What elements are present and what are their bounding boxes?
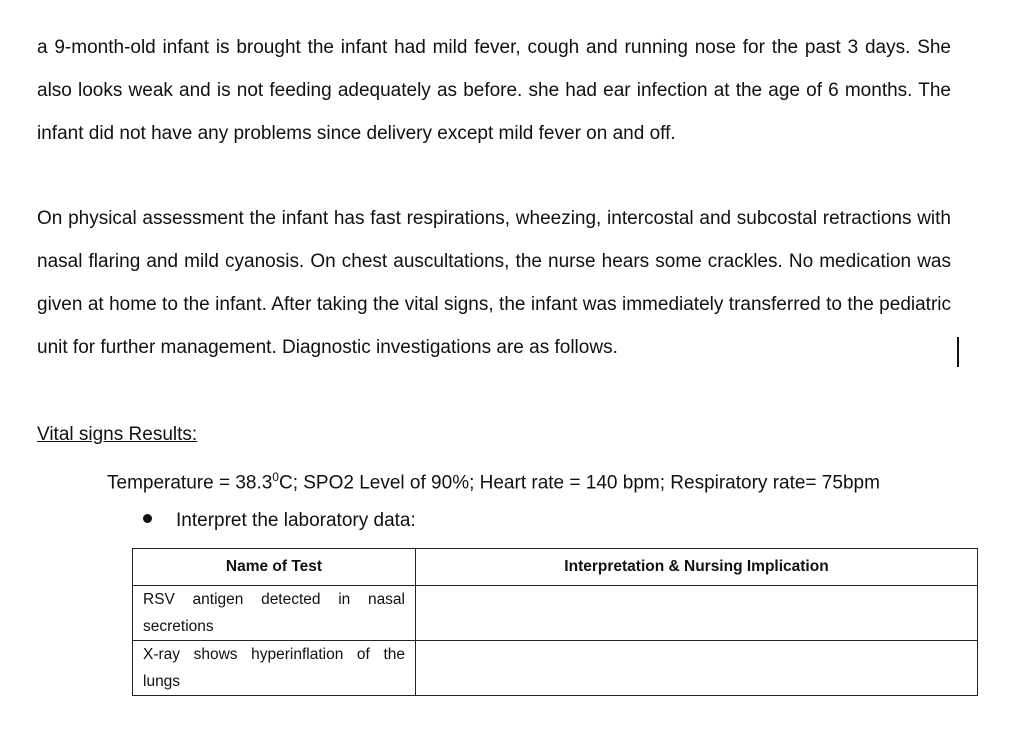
text-cursor xyxy=(957,337,959,367)
lab-data-table xyxy=(132,548,978,696)
test-name-cell: X-ray shows hyperinflation of the lungs xyxy=(133,641,416,696)
case-paragraph-assessment: On physical assessment the infant has fast respirations, wheezing, intercostal and subcostal retractions with nasal flaring and mild cyanosis. On chest auscultations, the nurse hears some crackles. No medication was given at home to the infant. After taking the vital signs, the infant was immediately transferred to the pediatric unit for further management. Diagnostic investigations are as follows. xyxy=(37,208,951,358)
table-row xyxy=(133,641,978,696)
case-paragraph-history: a 9-month-old infant is brought the infant had mild fever, cough and running nose for the past 3 days. She also looks weak and is not feeding adequately as before. she had ear infection at the age of 6 months. The infant did not have any problems since delivery except mild fever on and off. xyxy=(37,37,951,144)
interpretation-cell[interactable] xyxy=(416,641,978,696)
vital-signs-values xyxy=(107,462,880,498)
header-name-of-test: Name of Test xyxy=(133,549,416,586)
temperature-text: Temperature = 38.3 xyxy=(107,472,273,494)
test-name-cell: RSV antigen detected in nasal secretions xyxy=(133,586,416,641)
bullet-text: Interpret the laboratory data: xyxy=(176,510,416,531)
vital-signs-heading: Vital signs Results: xyxy=(37,424,198,445)
interpretation-cell[interactable] xyxy=(416,586,978,641)
temperature-degree: 0 xyxy=(272,470,279,484)
table-header-row xyxy=(133,549,978,586)
bullet-icon xyxy=(143,514,152,523)
table-row xyxy=(133,586,978,641)
bullet-item xyxy=(143,506,416,536)
vitals-rest-text: C; SPO2 Level of 90%; Heart rate = 140 bpm; Respiratory rate= 75bpm xyxy=(278,472,880,494)
header-interpretation: Interpretation & Nursing Implication xyxy=(416,549,978,586)
